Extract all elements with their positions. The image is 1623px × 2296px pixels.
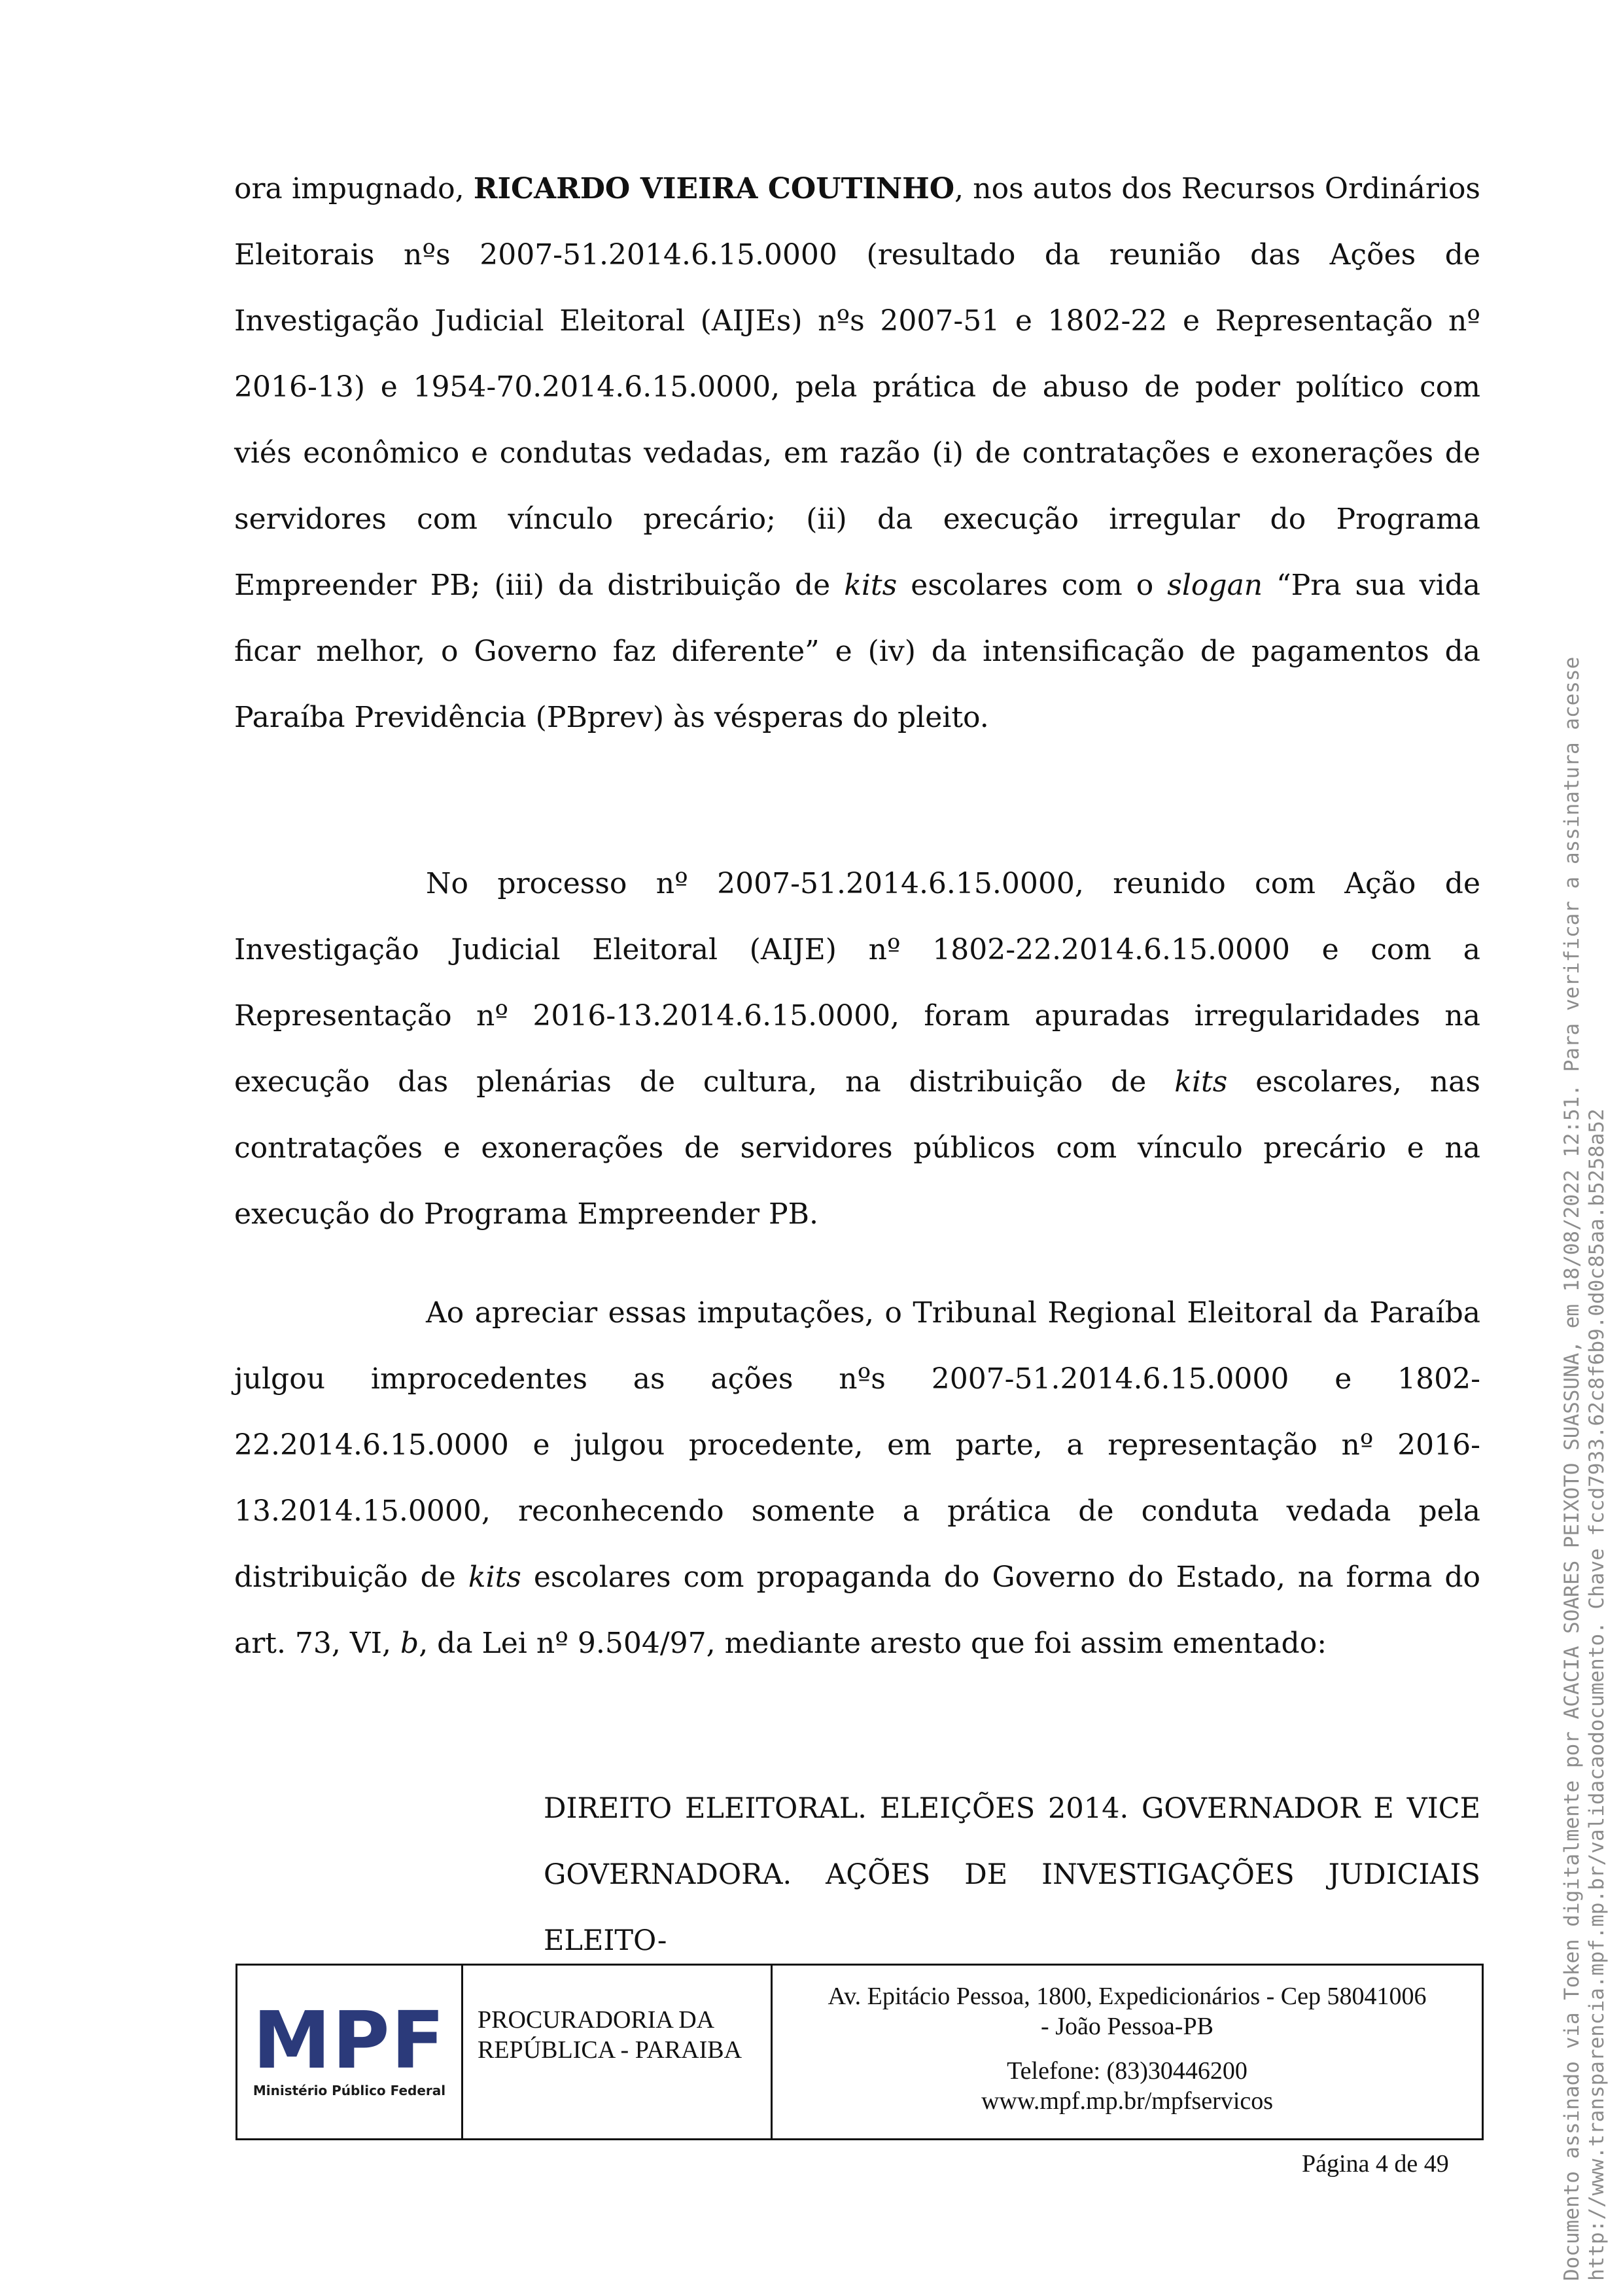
text-run: , nos autos dos Recursos Ordinários Eleitorais nºs 2007-51.2014.6.15.0000 (resultado da reunião das Ações de Investigação Judicial Eleitoral (AIJEs) nºs 2007-51 e 1802-22 e Representação nº 2016-13) e 1954-70.2014.6.15.0000, pela prática de abuso de poder político com viés econômico e condutas vedadas, em razão (i) de contratações e exonerações de servidores com vínculo precário; (ii) da execução irregular do Programa Empreender PB; (iii) da distribuição de — [234, 172, 1481, 602]
website: www.mpf.mp.br/mpfservicos — [981, 2087, 1274, 2115]
stamp-line-2: http://www.transparencia.mpf.mp.br/validacaodocumento. Chave fccd7933.62c8f6b9.0d0c85aa.b5258a52 — [1585, 1108, 1609, 2281]
text-run: escolares, nas contratações e exonerações de servidores públicos com vínculo precário e na execução do Programa Empreender PB. — [234, 1065, 1480, 1231]
text-run: escolares com propaganda do Governo do Estado, na forma do art. 73, VI, — [234, 1561, 1480, 1660]
text-run: No processo nº 2007-51.2014.6.15.0000, reunido com Ação de Investigação Judicial Eleitoral (AIJE) nº 1802-22.2014.6.15.0000 e com a Representação nº 2016-13.2014.6.15.0000, foram apuradas irregularidades na execução das plenárias de cultura, na distribuição de — [234, 867, 1480, 1099]
address-line-2: - João Pessoa-PB — [1041, 2013, 1213, 2040]
text-run: Ao apreciar essas imputações, o Tribunal Regional Eleitoral da Paraíba julgou improcedentes as ações nºs 2007-51.2014.6.15.0000 e 1802-22.2014.6.15.0000 e julgou procedente, em parte, a representação nº 2016-13.2014.15.0000, reconhecendo somente a prática de conduta vedada pela distribuição de — [234, 1296, 1480, 1594]
office-name: PROCURADORIA DA REPÚBLICA - PARAIBA — [478, 2006, 742, 2064]
party-name: RICARDO VIEIRA COUTINHO — [473, 172, 955, 205]
emphasis: slogan — [1167, 569, 1263, 602]
block-quote — [544, 1776, 1480, 1974]
spacer — [773, 2041, 1482, 2056]
stamp-line-1: Documento assinado via Token digitalmente por ACACIA SOARES PEIXOTO SUASSUNA, em 18/08/2022 12:51. Para verificar a assinatura acesse — [1560, 656, 1584, 2281]
text-run: escolares com o — [897, 569, 1168, 602]
emphasis: b — [400, 1627, 419, 1660]
body-paragraph-2 — [234, 851, 1480, 1247]
body-paragraph-1 — [234, 156, 1480, 751]
logo-mark: MPF — [253, 1996, 446, 2087]
text-run: , da Lei nº 9.504/97, mediante aresto que foi assim ementado: — [419, 1627, 1327, 1660]
signature-stamp — [1560, 475, 1609, 2281]
text-run: “Pra sua vida ficar melhor, o Governo faz diferente” e (iv) da intensificação de pagamentos da Paraíba Previdência (PBprev) às vésperas do pleito. — [234, 569, 1481, 734]
text-run: ora impugnado, — [234, 172, 474, 205]
emphasis: kits — [844, 569, 898, 602]
emphasis: kits — [1174, 1065, 1228, 1099]
page-footer — [236, 1964, 1484, 2140]
quote-text: DIREITO ELEITORAL. ELEIÇÕES 2014. GOVERNADOR E VICE GOVERNADORA. AÇÕES DE INVESTIGAÇÕES JUDICIAIS ELEITO- — [544, 1792, 1480, 1957]
emphasis: kits — [468, 1561, 521, 1594]
office-cell — [463, 1966, 773, 2138]
mpf-logo — [237, 1966, 463, 2138]
body-paragraph-3 — [234, 1280, 1480, 1676]
contact-cell — [773, 1966, 1482, 2138]
logo-subtitle: Ministério Público Federal — [253, 2083, 446, 2098]
address-line-1: Av. Epitácio Pessoa, 1800, Expedicionários - Cep 58041006 — [828, 1983, 1427, 2010]
phone: Telefone: (83)30446200 — [1007, 2057, 1248, 2085]
page-number: Página 4 de 49 — [1302, 2150, 1449, 2178]
